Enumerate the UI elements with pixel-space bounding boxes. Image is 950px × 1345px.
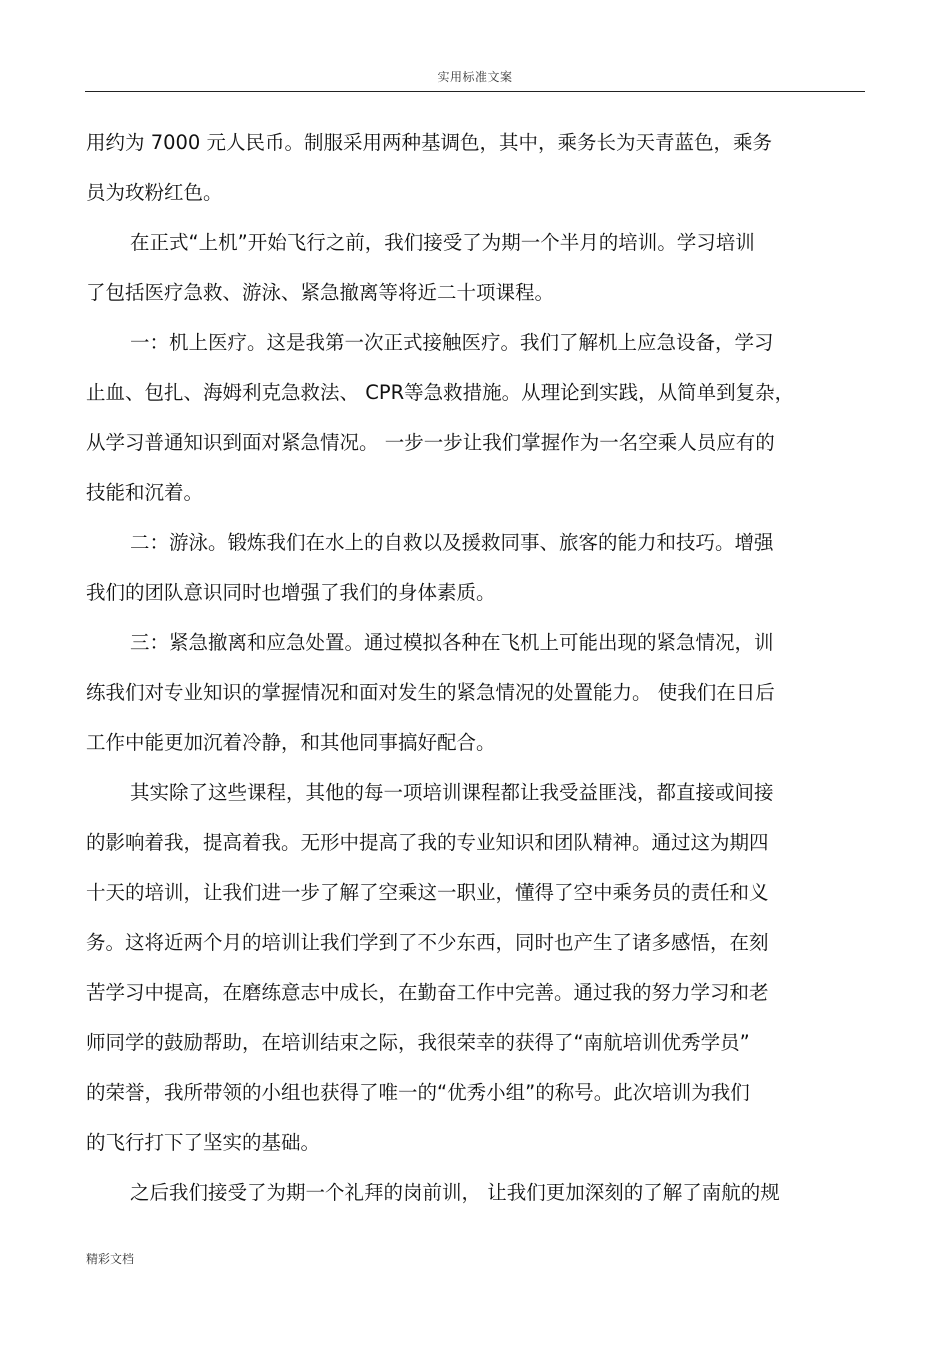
text-line: 师同学的鼓励帮助，在培训结束之际，我很荣幸的获得了“南航培训优秀学员” xyxy=(86,1031,750,1054)
text-line: 一：机上医疗。这是我第一次正式接触医疗。我们了解机上应急设备，学习 xyxy=(130,331,774,354)
text-line: 我们的团队意识同时也增强了我们的身体素质。 xyxy=(86,581,496,604)
text-line: 的荣誉，我所带领的小组也获得了唯一的“优秀小组”的称号。此次培训为我们 xyxy=(86,1081,750,1104)
text-line: 的飞行打下了坚实的基础。 xyxy=(86,1131,321,1154)
text-line: 十天的培训，让我们进一步了解了空乘这一职业，懂得了空中乘务员的责任和义 xyxy=(86,881,769,904)
text-line: 其实除了这些课程，其他的每一项培训课程都让我受益匪浅，都直接或间接 xyxy=(130,781,774,804)
text-line: 苦学习中提高，在磨练意志中成长，在勤奋工作中完善。通过我的努力学习和老 xyxy=(86,981,769,1004)
text-line: 止血、包扎、海姆利克急救法、 CPR等急救措施。从理论到实践，从简单到复杂， xyxy=(86,381,795,404)
text-line: 三：紧急撤离和应急处置。通过模拟各种在飞机上可能出现的紧急情况，训 xyxy=(130,631,774,654)
header-divider xyxy=(85,91,865,92)
text-line: 技能和沉着。 xyxy=(86,481,204,504)
text-line: 在正式“上机”开始飞行之前，我们接受了为期一个半月的培训。学习培训 xyxy=(130,231,755,254)
document-body xyxy=(86,118,866,1218)
text-line: 用约为 7000 元人民币。制服采用两种基调色，其中，乘务长为天青蓝色，乘务 xyxy=(86,131,773,154)
page-footer-label: 精彩文档 xyxy=(86,1252,135,1266)
text-line: 练我们对专业知识的掌握情况和面对发生的紧急情况的处置能力。 使我们在日后 xyxy=(86,681,775,704)
text-line: 务。这将近两个月的培训让我们学到了不少东西，同时也产生了诸多感悟，在刻 xyxy=(86,931,769,954)
text-line: 员为玫粉红色。 xyxy=(86,181,223,204)
text-line: 工作中能更加沉着冷静，和其他同事搞好配合。 xyxy=(86,731,496,754)
text-line: 的影响着我，提高着我。无形中提高了我的专业知识和团队精神。通过这为期四 xyxy=(86,831,769,854)
text-line: 二：游泳。锻炼我们在水上的自救以及援救同事、旅客的能力和技巧。增强 xyxy=(130,531,774,554)
text-line: 之后我们接受了为期一个礼拜的岗前训， 让我们更加深刻的了解了南航的规 xyxy=(130,1181,780,1204)
text-line: 了包括医疗急救、游泳、紧急撤离等将近二十项课程。 xyxy=(86,281,555,304)
text-line: 从学习普通知识到面对紧急情况。 一步一步让我们掌握作为一名空乘人员应有的 xyxy=(86,431,775,454)
page-header-title: 实用标准文案 xyxy=(437,70,513,84)
